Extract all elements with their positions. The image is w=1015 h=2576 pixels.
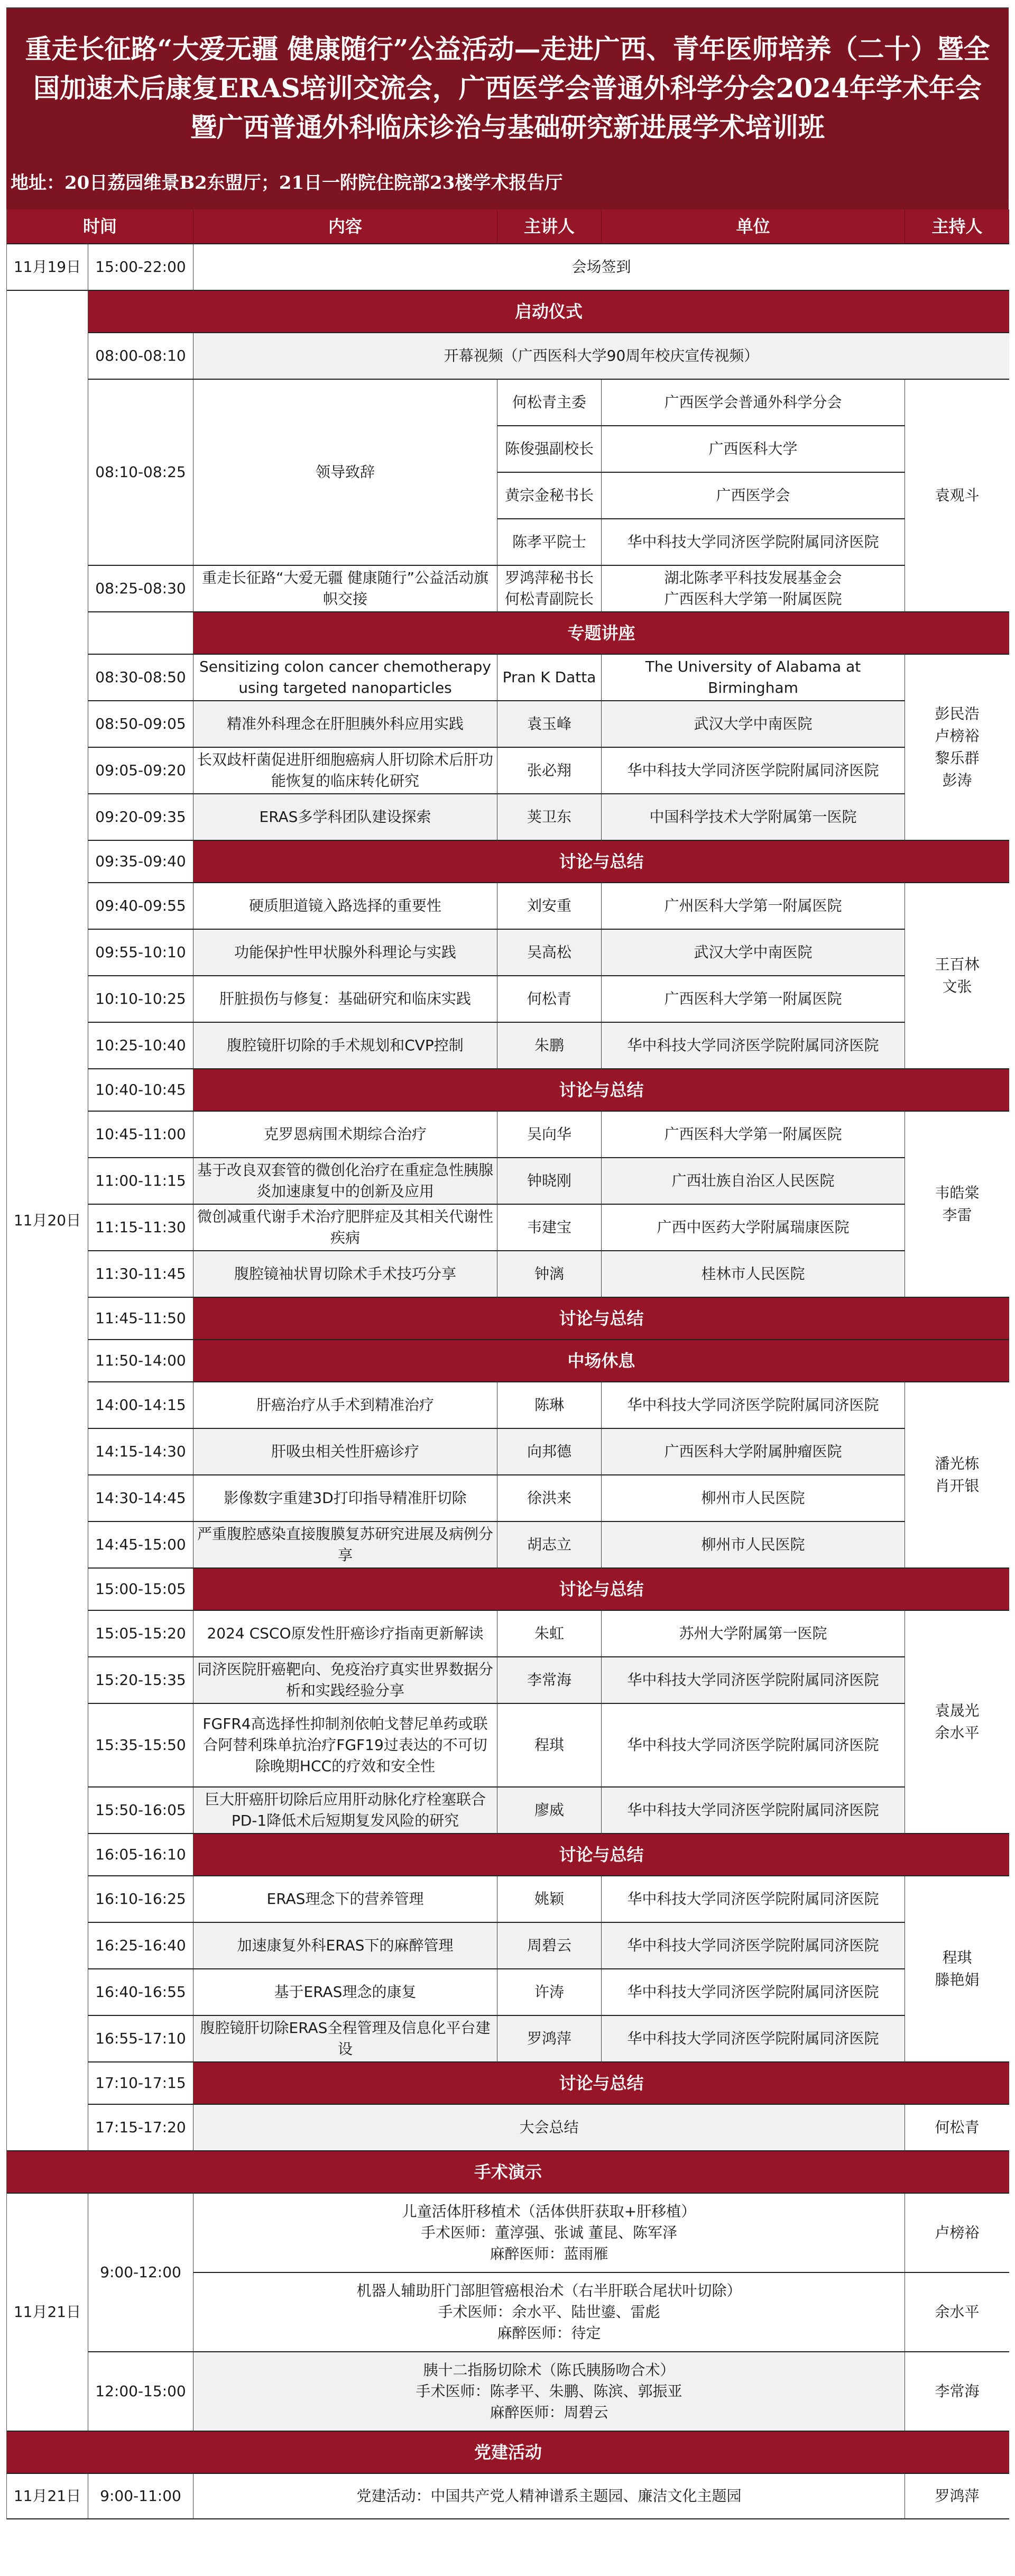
title-line: 暨广西普通外科临床诊治与基础研究新进展学术培训班 bbox=[190, 112, 825, 143]
unit-cell: 广西医科大学第一附属医院 bbox=[602, 976, 905, 1023]
unit-cell: 广西壮族自治区人民医院 bbox=[602, 1158, 905, 1205]
section-discussion: 讨论与总结 bbox=[193, 841, 1009, 883]
speaker-cell: 陈俊强副校长 bbox=[497, 426, 602, 473]
unit-cell: 广西医学会普通外科学分会 bbox=[602, 380, 905, 426]
unit-cell: 华中科技大学同济医学院附属同济医院 bbox=[602, 1382, 905, 1429]
content-cell: 长双歧杆菌促进肝细胞癌病人肝切除术后肝功能恢复的临床转化研究 bbox=[193, 748, 497, 794]
host-name: 袁晟光 bbox=[935, 1702, 980, 1719]
speaker-cell: 张必翔 bbox=[497, 748, 602, 794]
host-name: 王百林 bbox=[935, 956, 980, 973]
time-cell: 09:40-09:55 bbox=[88, 883, 193, 930]
speaker-cell: 朱鹏 bbox=[497, 1023, 602, 1069]
content-cell: 肝脏损伤与修复：基础研究和临床实践 bbox=[193, 976, 497, 1023]
time-cell: 12:00-15:00 bbox=[88, 2352, 193, 2432]
unit-name: 湖北陈孝平科技发展基金会 bbox=[664, 569, 842, 586]
section-discussion: 讨论与总结 bbox=[193, 1069, 1009, 1112]
speaker-cell: 袁玉峰 bbox=[497, 701, 602, 748]
time-cell: 9:00-11:00 bbox=[88, 2474, 193, 2519]
host-cell bbox=[905, 2105, 1009, 2151]
content-cell: FGFR4高选择性抑制剂依帕戈替尼单药或联合阿替利珠单抗治疗FGF19过表达的不可切除晚期HCC的疗效和安全性 bbox=[193, 1704, 497, 1787]
speaker-cell: 何松青主委 bbox=[497, 380, 602, 426]
checkin-content: 会场签到 bbox=[193, 244, 1009, 291]
speaker-cell: 韦建宝 bbox=[497, 1205, 602, 1251]
time-cell: 15:20-15:35 bbox=[88, 1657, 193, 1704]
title-line: 重走长征路“大爱无疆 健康随行”公益活动—走进广西、青年医师培养（二十）暨全 bbox=[25, 33, 990, 65]
host-name: 黎乐群 bbox=[935, 749, 980, 767]
speaker-cell: 陈琳 bbox=[497, 1382, 602, 1429]
surgery-anesthetist: 麻醉医师：周碧云 bbox=[490, 2404, 608, 2421]
speaker-cell: 向邦德 bbox=[497, 1429, 602, 1475]
surgery-item bbox=[193, 2194, 905, 2273]
date-cell: 11月19日 bbox=[7, 244, 88, 291]
unit-cell: 广州医科大学第一附属医院 bbox=[602, 883, 905, 930]
host-name: 余水平 bbox=[935, 1724, 980, 1741]
time-cell: 14:00-14:15 bbox=[88, 1382, 193, 1429]
host-cell bbox=[905, 2352, 1009, 2432]
host-name: 卢榜裕 bbox=[935, 2224, 980, 2241]
host-name: 余水平 bbox=[935, 2303, 980, 2321]
time-cell: 09:20-09:35 bbox=[88, 794, 193, 841]
speaker-cell: 许涛 bbox=[497, 1969, 602, 2016]
speaker-cell: 何松青 bbox=[497, 976, 602, 1023]
host-name: 李雷 bbox=[942, 1206, 972, 1224]
content-cell: 巨大肝癌肝切除后应用肝动脉化疗栓塞联合PD-1降低术后短期复发风险的研究 bbox=[193, 1787, 497, 1834]
unit-cell: 华中科技大学同济医学院附属同济医院 bbox=[602, 1787, 905, 1834]
speaker-cell: 廖威 bbox=[497, 1787, 602, 1834]
speaker-cell: 胡志立 bbox=[497, 1522, 602, 1569]
time-cell: 15:05-15:20 bbox=[88, 1611, 193, 1657]
unit-cell: 广西医学会 bbox=[602, 473, 905, 519]
host-cell bbox=[905, 380, 1009, 612]
surgery-anesthetist: 麻醉医师：蓝雨雁 bbox=[490, 2245, 608, 2262]
time-cell: 17:15-17:20 bbox=[88, 2105, 193, 2151]
unit-cell: 中国科学技术大学附属第一医院 bbox=[602, 794, 905, 841]
time-cell: 10:40-10:45 bbox=[88, 1069, 193, 1112]
host-name: 何松青 bbox=[935, 2119, 980, 2136]
section-discussion: 讨论与总结 bbox=[193, 1298, 1009, 1340]
speaker-cell: 钟晓刚 bbox=[497, 1158, 602, 1205]
content-cell: 腹腔镜肝切除ERAS全程管理及信息化平台建设 bbox=[193, 2016, 497, 2062]
unit-cell: 柳州市人民医院 bbox=[602, 1522, 905, 1569]
content-cell: 影像数字重建3D打印指导精准肝切除 bbox=[193, 1475, 497, 1522]
host-name: 文张 bbox=[942, 978, 972, 995]
content-cell: 加速康复外科ERAS下的麻醉管理 bbox=[193, 1923, 497, 1969]
time-cell: 9:00-12:00 bbox=[88, 2194, 193, 2352]
host-cell bbox=[905, 1112, 1009, 1298]
section-party: 党建活动 bbox=[7, 2432, 1009, 2474]
unit-name: 广西医科大学第一附属医院 bbox=[664, 590, 842, 608]
time-cell: 08:10-08:25 bbox=[88, 380, 193, 566]
col-header-speaker: 主讲人 bbox=[497, 209, 602, 244]
time-cell: 10:25-10:40 bbox=[88, 1023, 193, 1069]
section-opening: 启动仪式 bbox=[88, 291, 1009, 333]
col-header-content: 内容 bbox=[193, 209, 497, 244]
time-cell: 11:00-11:15 bbox=[88, 1158, 193, 1205]
host-name: 卢榜裕 bbox=[935, 727, 980, 745]
party-activity: 党建活动：中国共产党人精神谱系主题园、廉洁文化主题园 bbox=[193, 2474, 905, 2519]
surgery-item bbox=[193, 2273, 905, 2352]
speaker-cell bbox=[497, 566, 602, 612]
surgery-title: 胰十二指肠切除术（陈氏胰肠吻合术） bbox=[423, 2361, 675, 2379]
address-text: 地址：20日荔园维景B2东盟厅；21日一附院住院部23楼学术报告厅 bbox=[11, 172, 563, 194]
unit-cell: 广西医科大学附属肿瘤医院 bbox=[602, 1429, 905, 1475]
content-cell: 2024 CSCO原发性肝癌诊疗指南更新解读 bbox=[193, 1611, 497, 1657]
unit-cell: 武汉大学中南医院 bbox=[602, 701, 905, 748]
unit-cell: 华中科技大学同济医学院附属同济医院 bbox=[602, 1969, 905, 2016]
schedule-table bbox=[6, 209, 1009, 2519]
surgery-anesthetist: 麻醉医师：待定 bbox=[497, 2324, 601, 2342]
time-cell: 11:30-11:45 bbox=[88, 1251, 193, 1298]
speaker-cell: 钟漓 bbox=[497, 1251, 602, 1298]
speaker-cell: 李常海 bbox=[497, 1657, 602, 1704]
time-cell: 09:55-10:10 bbox=[88, 930, 193, 976]
host-cell bbox=[905, 655, 1009, 841]
col-header-time: 时间 bbox=[7, 209, 193, 244]
content-cell: 精准外科理念在肝胆胰外科应用实践 bbox=[193, 701, 497, 748]
flag-handover: 重走长征路“大爱无疆 健康随行”公益活动旗帜交接 bbox=[193, 566, 497, 612]
speaker-cell: 刘安重 bbox=[497, 883, 602, 930]
time-cell: 14:30-14:45 bbox=[88, 1475, 193, 1522]
host-name: 彭民浩 bbox=[935, 705, 980, 722]
unit-cell: 华中科技大学同济医学院附属同济医院 bbox=[602, 1704, 905, 1787]
speaker-cell: 吴向华 bbox=[497, 1112, 602, 1158]
unit-cell: 武汉大学中南医院 bbox=[602, 930, 905, 976]
content-cell: 腹腔镜袖状胃切除术手术技巧分享 bbox=[193, 1251, 497, 1298]
host-cell bbox=[905, 1876, 1009, 2062]
unit-cell: 柳州市人民医院 bbox=[602, 1475, 905, 1522]
unit-cell: 华中科技大学同济医学院附属同济医院 bbox=[602, 748, 905, 794]
time-cell: 11:15-11:30 bbox=[88, 1205, 193, 1251]
unit-cell: 苏州大学附属第一医院 bbox=[602, 1611, 905, 1657]
date-cell: 11月21日 bbox=[7, 2474, 88, 2519]
time-cell: 08:30-08:50 bbox=[88, 655, 193, 701]
time-cell: 16:40-16:55 bbox=[88, 1969, 193, 2016]
time-cell: 08:50-09:05 bbox=[88, 701, 193, 748]
content-cell: 严重腹腔感染直接腹膜复苏研究进展及病例分享 bbox=[193, 1522, 497, 1569]
time-cell: 16:25-16:40 bbox=[88, 1923, 193, 1969]
closing-summary: 大会总结 bbox=[193, 2105, 905, 2151]
unit-cell: 广西中医药大学附属瑞康医院 bbox=[602, 1205, 905, 1251]
host-cell bbox=[905, 883, 1009, 1069]
unit-cell: 华中科技大学同济医学院附属同济医院 bbox=[602, 1023, 905, 1069]
host-name: 程琪 bbox=[942, 1949, 972, 1966]
speaker-cell: 周碧云 bbox=[497, 1923, 602, 1969]
time-cell: 15:00-15:05 bbox=[88, 1569, 193, 1611]
time-cell: 10:10-10:25 bbox=[88, 976, 193, 1023]
section-discussion: 讨论与总结 bbox=[193, 1834, 1009, 1876]
surgery-surgeons: 手术医师：董淳强、张诚 董昆、陈军泽 bbox=[421, 2224, 677, 2241]
opening-video: 开幕视频（广西医科大学90周年校庆宣传视频） bbox=[193, 333, 1009, 380]
time-cell: 14:15-14:30 bbox=[88, 1429, 193, 1475]
time-cell: 17:10-17:15 bbox=[88, 2062, 193, 2105]
date-cell: 11月20日 bbox=[7, 291, 88, 2151]
surgery-surgeons: 手术医师：陈孝平、朱鹏、陈滨、郭振亚 bbox=[416, 2382, 682, 2400]
content-cell: 基于ERAS理念的康复 bbox=[193, 1969, 497, 2016]
header-banner bbox=[6, 7, 1009, 209]
time-cell: 11:45-11:50 bbox=[88, 1298, 193, 1340]
unit-cell: 广西医科大学 bbox=[602, 426, 905, 473]
content-cell: 同济医院肝癌靶向、免疫治疗真实世界数据分析和实践经验分享 bbox=[193, 1657, 497, 1704]
host-name: 罗鸿萍 bbox=[935, 2487, 980, 2505]
time-cell: 15:35-15:50 bbox=[88, 1704, 193, 1787]
time-cell: 11:50-14:00 bbox=[88, 1340, 193, 1382]
host-name: 滕艳娟 bbox=[935, 1971, 980, 1988]
time-cell: 08:00-08:10 bbox=[88, 333, 193, 380]
content-cell: Sensitizing colon cancer chemotherapy using targeted nanoparticles bbox=[193, 655, 497, 701]
time-cell: 15:00-22:00 bbox=[88, 244, 193, 291]
unit-cell: The University of Alabama at Birmingham bbox=[602, 655, 905, 701]
speaker-name: 何松青副院长 bbox=[504, 590, 594, 608]
host-name: 肖开银 bbox=[935, 1477, 980, 1495]
content-cell: ERAS理念下的营养管理 bbox=[193, 1876, 497, 1923]
time-cell: 10:45-11:00 bbox=[88, 1112, 193, 1158]
section-break: 中场休息 bbox=[193, 1340, 1009, 1382]
section-discussion: 讨论与总结 bbox=[193, 1569, 1009, 1611]
unit-cell: 桂林市人民医院 bbox=[602, 1251, 905, 1298]
section-surgery: 手术演示 bbox=[7, 2151, 1009, 2194]
section-discussion: 讨论与总结 bbox=[193, 2062, 1009, 2105]
leader-speech: 领导致辞 bbox=[193, 380, 497, 566]
speaker-cell: Pran K Datta bbox=[497, 655, 602, 701]
speaker-cell: 徐洪来 bbox=[497, 1475, 602, 1522]
col-header-unit: 单位 bbox=[602, 209, 905, 244]
time-cell: 16:10-16:25 bbox=[88, 1876, 193, 1923]
unit-cell: 华中科技大学同济医学院附属同济医院 bbox=[602, 1923, 905, 1969]
speaker-cell: 黄宗金秘书长 bbox=[497, 473, 602, 519]
content-cell: ERAS多学科团队建设探索 bbox=[193, 794, 497, 841]
speaker-cell: 罗鸿萍 bbox=[497, 2016, 602, 2062]
time-cell: 09:05-09:20 bbox=[88, 748, 193, 794]
time-cell: 09:35-09:40 bbox=[88, 841, 193, 883]
time-cell: 16:55-17:10 bbox=[88, 2016, 193, 2062]
section-lecture: 专题讲座 bbox=[193, 612, 1009, 655]
host-cell bbox=[905, 2273, 1009, 2352]
host-name: 李常海 bbox=[935, 2382, 980, 2400]
speaker-cell: 陈孝平院士 bbox=[497, 519, 602, 566]
host-cell bbox=[905, 1382, 1009, 1569]
date-cell: 11月21日 bbox=[7, 2194, 88, 2432]
host-cell bbox=[905, 1611, 1009, 1834]
speaker-cell: 荚卫东 bbox=[497, 794, 602, 841]
host-name: 韦皓棠 bbox=[935, 1184, 980, 1202]
surgery-title: 儿童活体肝移植术（活体供肝获取+肝移植） bbox=[402, 2203, 696, 2220]
content-cell: 腹腔镜肝切除的手术规划和CVP控制 bbox=[193, 1023, 497, 1069]
unit-cell: 华中科技大学同济医学院附属同济医院 bbox=[602, 1657, 905, 1704]
unit-cell: 华中科技大学同济医学院附属同济医院 bbox=[602, 2016, 905, 2062]
content-cell: 肝吸虫相关性肝癌诊疗 bbox=[193, 1429, 497, 1475]
time-cell: 15:50-16:05 bbox=[88, 1787, 193, 1834]
content-cell: 功能保护性甲状腺外科理论与实践 bbox=[193, 930, 497, 976]
surgery-item bbox=[193, 2352, 905, 2432]
time-cell: 14:45-15:00 bbox=[88, 1522, 193, 1569]
host-name: 袁观斗 bbox=[935, 487, 980, 504]
content-cell: 硬质胆道镜入路选择的重要性 bbox=[193, 883, 497, 930]
host-cell bbox=[905, 2474, 1009, 2519]
unit-cell bbox=[602, 566, 905, 612]
speaker-cell: 朱虹 bbox=[497, 1611, 602, 1657]
host-cell bbox=[905, 2194, 1009, 2273]
surgery-surgeons: 手术医师：余水平、陆世鎏、雷彪 bbox=[438, 2303, 660, 2321]
time-cell: 16:05-16:10 bbox=[88, 1834, 193, 1876]
speaker-cell: 程琪 bbox=[497, 1704, 602, 1787]
unit-cell: 广西医科大学第一附属医院 bbox=[602, 1112, 905, 1158]
speaker-name: 罗鸿萍秘书长 bbox=[504, 569, 594, 586]
unit-cell: 华中科技大学同济医学院附属同济医院 bbox=[602, 519, 905, 566]
unit-cell: 华中科技大学同济医学院附属同济医院 bbox=[602, 1876, 905, 1923]
time-cell-empty bbox=[88, 612, 193, 655]
speaker-cell: 吴高松 bbox=[497, 930, 602, 976]
host-name: 彭涛 bbox=[942, 772, 972, 789]
content-cell: 肝癌治疗从手术到精准治疗 bbox=[193, 1382, 497, 1429]
host-name: 潘光栋 bbox=[935, 1455, 980, 1472]
page-title bbox=[6, 30, 1009, 147]
speaker-cell: 姚颖 bbox=[497, 1876, 602, 1923]
title-line: 国加速术后康复ERAS培训交流会，广西医学会普通外科学分会2024年学术年会 bbox=[33, 72, 982, 104]
col-header-host: 主持人 bbox=[905, 209, 1009, 244]
content-cell: 微创减重代谢手术治疗肥胖症及其相关代谢性疾病 bbox=[193, 1205, 497, 1251]
time-cell: 08:25-08:30 bbox=[88, 566, 193, 612]
surgery-title: 机器人辅助肝门部胆管癌根治术（右半肝联合尾状叶切除） bbox=[356, 2282, 742, 2299]
content-cell: 基于改良双套管的微创化治疗在重症急性胰腺炎加速康复中的创新及应用 bbox=[193, 1158, 497, 1205]
content-cell: 克罗恩病围术期综合治疗 bbox=[193, 1112, 497, 1158]
